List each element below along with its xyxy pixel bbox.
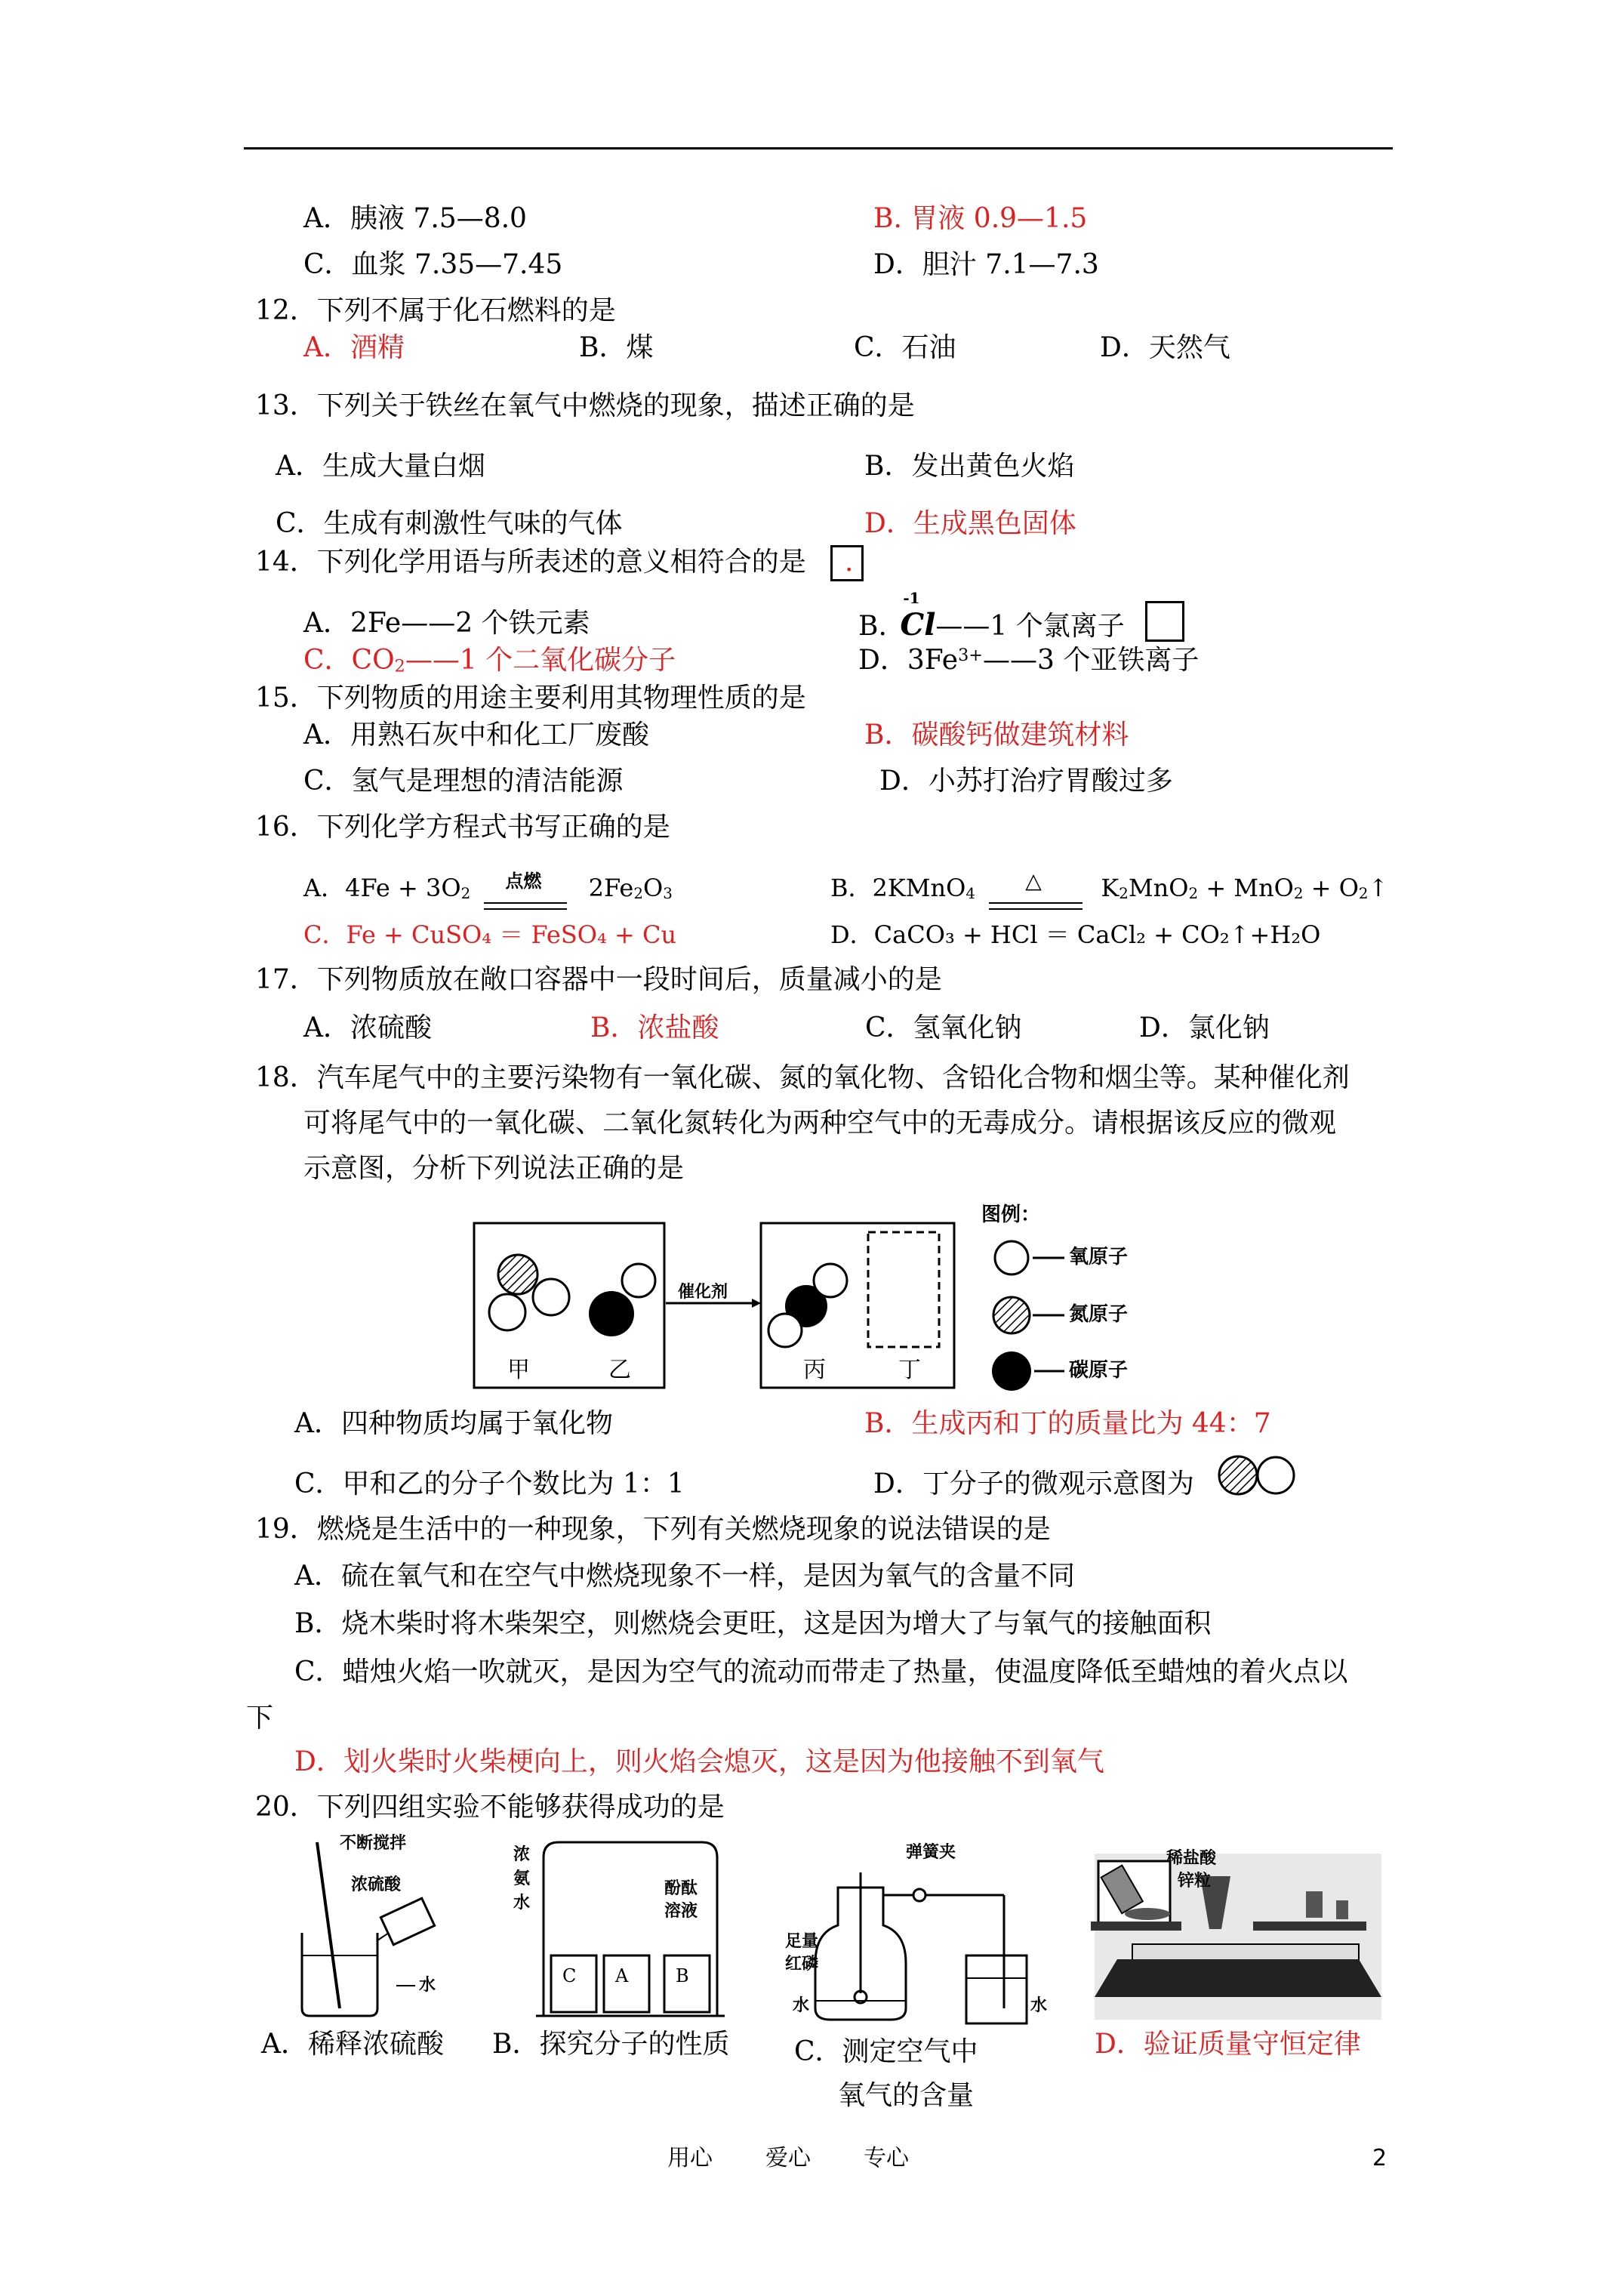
label-jia: 甲 — [507, 1357, 530, 1383]
q20-option-d: D．验证质量守恒定律 — [1095, 2029, 1361, 2060]
q15-stem: 15．下列物质的用途主要利用其物理性质的是 — [255, 683, 806, 713]
q20-option-a: A．稀释浓硫酸 — [261, 2029, 444, 2060]
oxygen-atom — [622, 1264, 655, 1297]
nitrogen-atom — [498, 1255, 537, 1294]
oxygen-atom — [533, 1279, 569, 1315]
fig-c-label-water-left: 水 — [793, 1996, 810, 2015]
legend-carbon-circle — [992, 1351, 1031, 1391]
q11-option-c: C．血浆 7.35—7.45 — [303, 249, 563, 280]
legend-title: 图例： — [981, 1203, 1041, 1226]
oxygen-atom — [814, 1264, 847, 1297]
q17-option-c: C．氢氧化钠 — [865, 1012, 1022, 1043]
answer-bracket-box: . — [830, 545, 864, 581]
q17-option-b: B．浓盐酸 — [590, 1012, 719, 1043]
oxygen-atom — [489, 1294, 525, 1330]
fig-c-label-ample: 足量 — [785, 1931, 819, 1951]
q16-option-c: C．Fe + CuSO₄ ＝ FeSO₄ + Cu — [303, 920, 677, 949]
legend-nitrogen-label: 氮原子 — [1069, 1303, 1129, 1326]
q18-option-a: A．四种物质均属于氧化物 — [294, 1408, 613, 1439]
fig-c-label-phosphorus: 红磷 — [785, 1954, 819, 1974]
q17-stem: 17．下列物质放在敞口容器中一段时间后，质量减小的是 — [255, 964, 942, 995]
q14-option-a: A．2Fe——2 个铁元素 — [303, 608, 590, 639]
arrow-head — [752, 1299, 761, 1308]
q13-option-b: B．发出黄色火焰 — [864, 451, 1075, 482]
q14-stem: 14．下列化学用语与所表述的意义相符合的是 — [255, 547, 806, 578]
molecule-experiment-figure — [513, 1835, 740, 2023]
balance-figure — [1087, 1846, 1389, 2027]
legend-oxygen-circle — [995, 1241, 1028, 1274]
footer-word-1: 用心 — [667, 2145, 713, 2171]
label-ding: 丁 — [898, 1357, 921, 1383]
q15-option-a: A．用熟石灰中和化工厂废酸 — [303, 720, 649, 750]
legend-nitrogen-circle — [993, 1297, 1030, 1333]
q18-stem-line2: 可将尾气中的一氧化碳、二氧化氮转化为两种空气中的无毒成分。请根据该反应的微观 — [303, 1108, 1337, 1139]
q19-option-c-line2: 下 — [246, 1703, 274, 1734]
q19-option-c-line1: C．蜡烛火焰一吹就灭，是因为空气的流动而带走了热量，使温度降低至蜡烛的着火点以 — [294, 1657, 1348, 1687]
oxygen-content-figure — [785, 1842, 1034, 2039]
q18-stem-line1: 18．汽车尾气中的主要污染物有一氧化碳、氮的氧化物、含铅化合物和烟尘等。某种催化剂 — [255, 1062, 1350, 1093]
q16-stem: 16．下列化学方程式书写正确的是 — [255, 812, 670, 843]
q20-option-c-line1: C．测定空气中 — [794, 2036, 978, 2067]
page-number: 2 — [1372, 2145, 1387, 2171]
fig-d-label-zinc: 锌粒 — [1178, 1871, 1212, 1891]
header-rule — [244, 147, 1393, 149]
q19-option-a: A．硫在氧气和在空气中燃烧现象不一样，是因为氧气的含量不同 — [294, 1561, 1075, 1592]
catalyst-label: 催化剂 — [678, 1282, 728, 1302]
q16-option-b: B．2KMnO$_4$ △ $K_2MnO_2 + MnO_2$ + $O_2↑$ — [830, 876, 1388, 901]
fig-c-label-water-right: 水 — [1030, 1996, 1048, 2015]
q18-option-c: C．甲和乙的分子个数比为 1：1 — [294, 1469, 685, 1499]
q17-option-d: D．氯化钠 — [1139, 1012, 1270, 1043]
q15-option-b: B．碳酸钙做建筑材料 — [864, 720, 1129, 750]
footer-word-2: 爱心 — [765, 2145, 811, 2171]
answer-box — [1145, 601, 1184, 642]
footer-word-3: 专心 — [864, 2145, 909, 2171]
ding-molecule-icon — [1217, 1453, 1298, 1498]
q14-option-b: B. -1 Cl——1 个氯离子 — [858, 589, 1125, 643]
q12-option-a: A．酒精 — [303, 332, 405, 363]
q12-option-c: C．石油 — [854, 332, 956, 363]
q14-option-d: D．$3Fe^{3+}——3$ 个亚铁离子 — [858, 645, 1200, 676]
q13-option-a: A．生成大量白烟 — [276, 451, 485, 482]
q15-option-c: C．氢气是理想的清洁能源 — [303, 766, 624, 797]
fig-b-label-solution: 溶液 — [664, 1901, 698, 1921]
fig-a-label-acid: 浓硫酸 — [351, 1875, 402, 1894]
q19-option-b: B．烧木柴时将木柴架空，则燃烧会更旺，这是因为增大了与氧气的接触面积 — [294, 1608, 1212, 1639]
label-bing: 丙 — [803, 1357, 826, 1383]
q19-stem: 19．燃烧是生活中的一种现象，下列有关燃烧现象的说法错误的是 — [255, 1514, 1051, 1545]
q11-option-d: D．胆汁 7.1—7.3 — [873, 249, 1099, 280]
fig-a-label-water: 水 — [419, 1975, 436, 1995]
q16-option-a: A．$4Fe + 3O_2$ 点燃 $2Fe_2O_3$ — [303, 876, 673, 901]
beaker-a-label: A — [615, 1965, 629, 1986]
q17-option-a: A．浓硫酸 — [303, 1012, 432, 1043]
oxygen-atom — [768, 1314, 802, 1347]
q15-option-d: D．小苏打治疗胃酸过多 — [879, 766, 1173, 797]
q18-option-d: D．丁分子的微观示意图为 — [873, 1469, 1194, 1499]
legend-oxygen-label: 氧原子 — [1069, 1246, 1129, 1268]
q11-option-b: B. 胃液 0.9—1.5 — [873, 203, 1088, 234]
q13-stem: 13．下列关于铁丝在氧气中燃烧的现象，描述正确的是 — [255, 390, 915, 421]
carbon-atom — [589, 1291, 634, 1336]
fig-a-label-stir: 不断搅拌 — [340, 1833, 407, 1853]
fig-d-label-acid: 稀盐酸 — [1166, 1848, 1217, 1868]
q12-option-d: D．天然气 — [1100, 332, 1230, 363]
q20-stem: 20．下列四组实验不能够获得成功的是 — [255, 1792, 725, 1823]
label-yi: 乙 — [608, 1357, 631, 1383]
q12-option-b: B．煤 — [579, 332, 654, 363]
q14-option-c: C．$CO_2——1$ 个二氧化碳分子 — [303, 645, 676, 676]
q19-option-d: D．划火柴时火柴梗向上，则火焰会熄灭，这是因为他接触不到氧气 — [294, 1746, 1104, 1777]
q18-stem-line3: 示意图，分析下列说法正确的是 — [303, 1153, 685, 1184]
beaker-c-label: C — [562, 1965, 577, 1986]
q20-option-b: B．探究分子的性质 — [492, 2029, 730, 2060]
q13-option-d: D．生成黑色固体 — [864, 508, 1076, 539]
fig-c-label-clamp: 弹簧夹 — [906, 1842, 956, 1862]
legend-carbon-label: 碳原子 — [1069, 1359, 1129, 1382]
q12-stem: 12．下列不属于化石燃料的是 — [255, 295, 616, 326]
fig-b-label-phenolphthalein: 酚酞 — [664, 1878, 698, 1898]
q18-option-b: B．生成丙和丁的质量比为 44：7 — [864, 1408, 1271, 1439]
fig-b-label-ammonia: 浓 氨 水 — [513, 1845, 531, 1912]
beaker-b-label: B — [676, 1965, 689, 1986]
dilute-acid-figure — [287, 1835, 453, 2023]
q13-option-c: C．生成有刺激性气味的气体 — [276, 508, 623, 539]
q11-option-a: A．胰液 7.5—8.0 — [303, 203, 527, 234]
q20-option-c-line2: 氧气的含量 — [838, 2080, 975, 2111]
empty-molecule-box — [868, 1232, 939, 1347]
q16-option-d: D．CaCO₃ + HCl ＝ CaCl₂ + CO₂↑+H₂O — [830, 920, 1321, 949]
